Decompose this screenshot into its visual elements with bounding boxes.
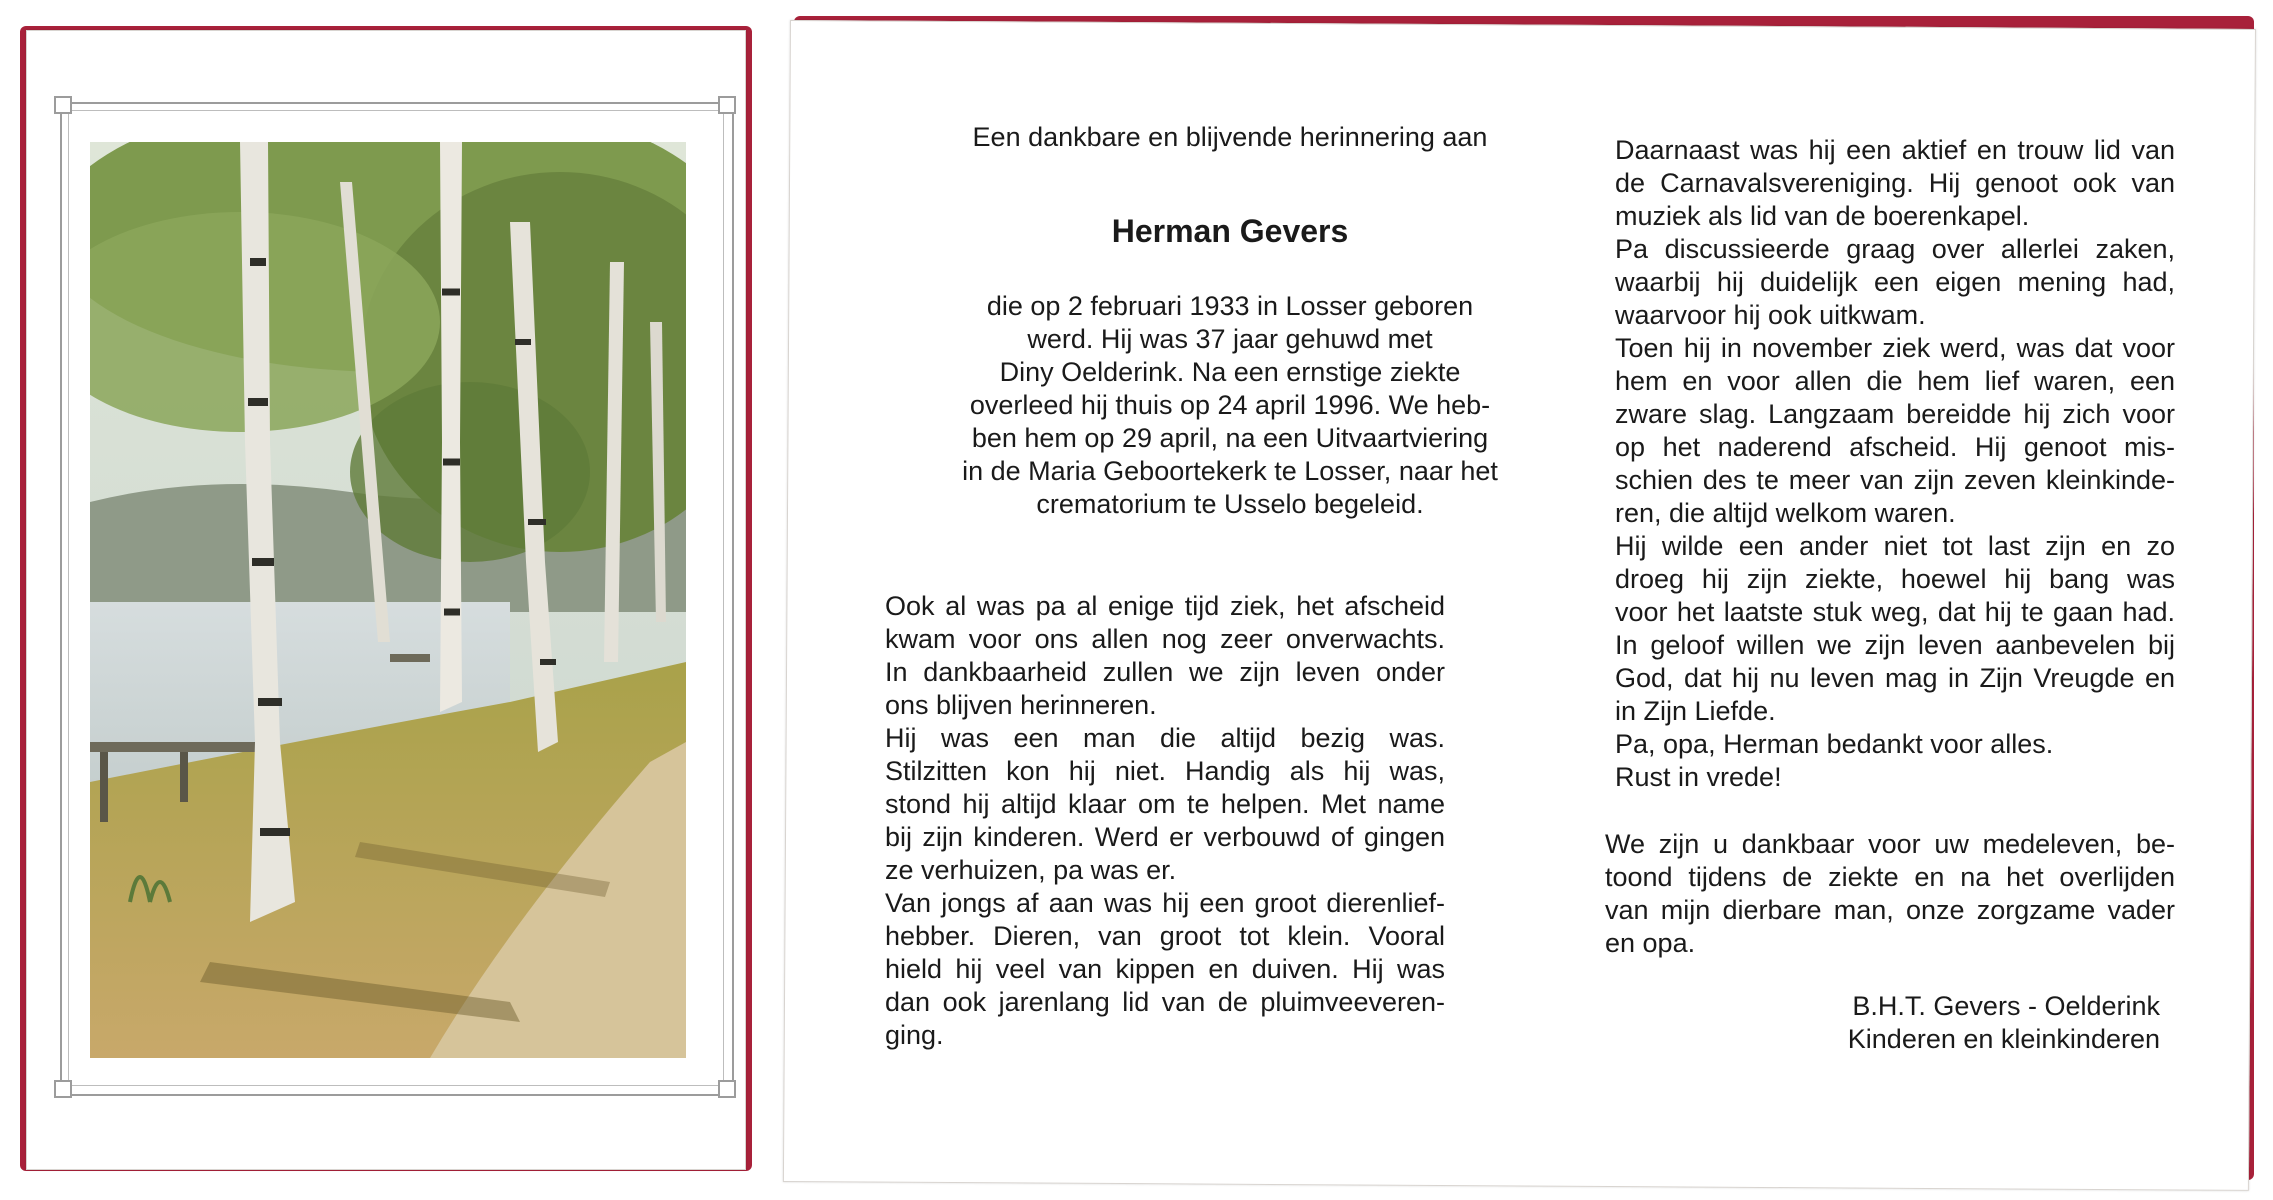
body-line: schien des te meer van zijn zeven kleinkinde- [1615, 465, 2175, 495]
body-line: In dankbaarheid zullen we zijn leven onder [885, 657, 1445, 687]
body-line: We zijn u dankbaar voor uw medeleven, be- [1605, 829, 2175, 859]
body-line: Van jongs af aan was hij een groot dierenlief- [885, 888, 1445, 918]
body-line: de Carnavalsvereniging. Hij genoot ook van [1615, 168, 2175, 198]
body-line: hem en voor allen die hem lief waren, een [1615, 366, 2175, 396]
body-line: Rust in vrede! [1615, 762, 1782, 792]
body-line: dan ook jarenlang lid van de pluimveeveren- [885, 987, 1445, 1017]
body-line: van mijn dierbare man, onze zorgzame vader [1605, 895, 2175, 925]
left-body-text [885, 590, 1445, 1052]
body-line: Pa, opa, Herman bedankt voor alles. [1615, 729, 2054, 759]
body-line: hield hij veel van kippen en duiven. Hij was [885, 954, 1445, 984]
body-line: In geloof willen we zijn leven aanbevelen bij [1615, 630, 2175, 660]
thanks-paragraph [1605, 828, 2175, 960]
body-line: ren, die altijd welkom waren. [1615, 498, 1956, 528]
body-line: Daarnaast was hij een aktief en trouw lid van [1615, 135, 2175, 165]
frame-corner [54, 1080, 72, 1098]
body-line: Pa discussieerde graag over allerlei zaken, [1615, 234, 2175, 264]
memorial-photo [90, 142, 686, 1058]
body-line: Hij was een man die altijd bezig was. [885, 723, 1445, 753]
intro-paragraph [870, 290, 1590, 521]
body-line: waarbij hij duidelijk een eigen mening had, [1615, 267, 2175, 297]
intro-line: overleed hij thuis op 24 april 1996. We heb- [969, 390, 1491, 420]
body-line: voor het laatste stuk weg, dat hij te gaan had. [1615, 597, 2175, 627]
body-line: ons blijven herinneren. [885, 690, 1157, 720]
body-line: op het naderend afscheid. Hij genoot mis- [1615, 432, 2175, 462]
body-line: toond tijdens de ziekte en na het overlijden [1605, 862, 2175, 892]
body-line: waarvoor hij ook uitkwam. [1615, 300, 1926, 330]
body-line: Ook al was pa al enige tijd ziek, het afscheid [885, 591, 1445, 621]
body-line: kwam voor ons allen nog zeer onverwachts. [885, 624, 1445, 654]
signature-line: Kinderen en kleinkinderen [1847, 1024, 2160, 1054]
frame-corner [718, 1080, 736, 1098]
intro-line: Diny Oelderink. Na een ernstige ziekte [999, 357, 1461, 387]
frame-corner [54, 96, 72, 114]
right-body-text [1615, 134, 2175, 794]
frame-corner [718, 96, 736, 114]
body-line: God, dat hij nu leven mag in Zijn Vreugde en [1615, 663, 2175, 693]
body-line: en opa. [1605, 928, 1696, 958]
body-line: droeg hij zijn ziekte, hoewel hij bang was [1615, 564, 2175, 594]
body-line: in Zijn Liefde. [1615, 696, 1776, 726]
body-line: muziek als lid van de boerenkapel. [1615, 201, 2030, 231]
signature-line: B.H.T. Gevers - Oelderink [1852, 991, 2160, 1021]
body-line: stond hij altijd klaar om te helpen. Met name [885, 789, 1445, 819]
memorial-header: Een dankbare en blijvende herinnering aan [972, 122, 1488, 152]
intro-line: crematorium te Usselo begeleid. [1036, 489, 1424, 519]
body-line: ze verhuizen, pa was er. [885, 855, 1177, 885]
intro-line: ben hem op 29 april, na een Uitvaartviering [971, 423, 1489, 453]
body-line: zware slag. Langzaam bereidde hij zich voor [1615, 399, 2175, 429]
body-line: bij zijn kinderen. Werd er verbouwd of gingen [885, 822, 1445, 852]
body-line: ging. [885, 1020, 944, 1050]
deceased-name: Herman Gevers [1111, 213, 1349, 249]
intro-line: die op 2 februari 1933 in Losser geboren [986, 291, 1474, 321]
signature [1740, 990, 2160, 1056]
intro-line: werd. Hij was 37 jaar gehuwd met [1027, 324, 1433, 354]
body-line: Hij wilde een ander niet tot last zijn en zo [1615, 531, 2175, 561]
body-line: hebber. Dieren, van groot tot klein. Vooral [885, 921, 1445, 951]
intro-line: in de Maria Geboortekerk te Losser, naar het [962, 456, 1498, 486]
body-line: Toen hij in november ziek werd, was dat voor [1615, 333, 2175, 363]
body-line: Stilzitten kon hij niet. Handig als hij was, [885, 756, 1445, 786]
